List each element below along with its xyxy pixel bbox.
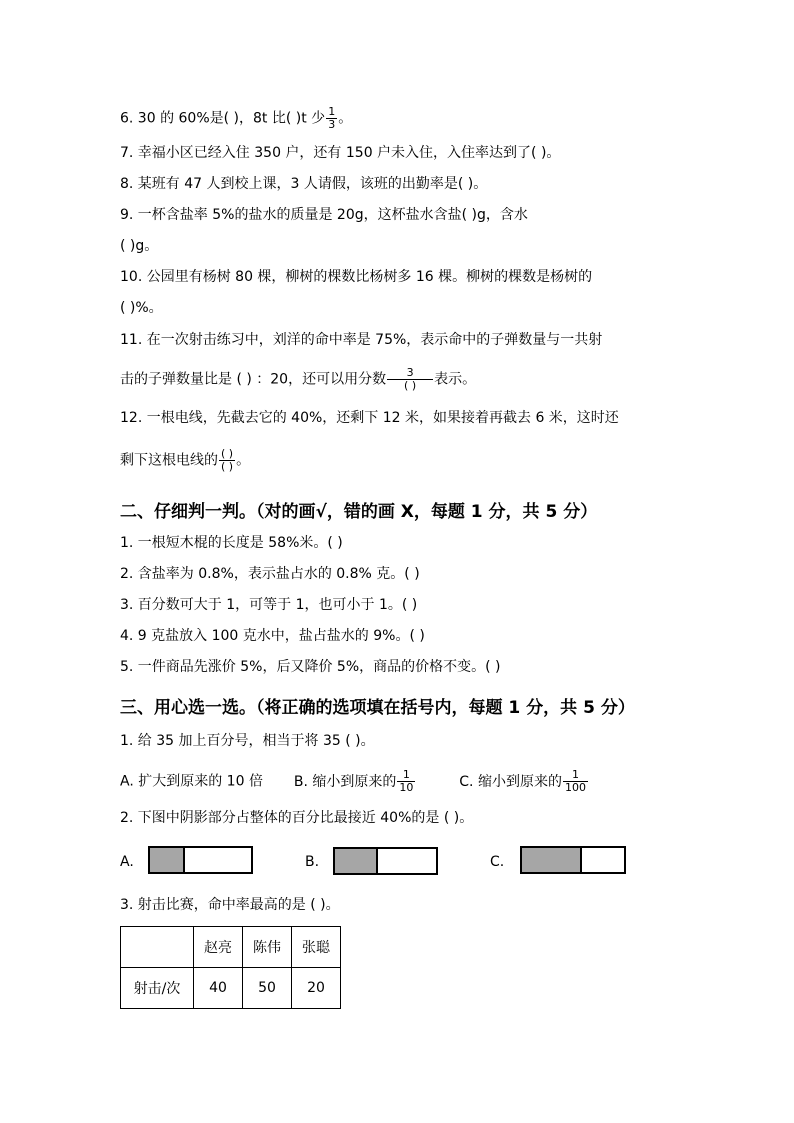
bar-option-b bbox=[333, 847, 438, 875]
bar-option-b-label: B. bbox=[305, 854, 320, 870]
question-9-line2: ( )g。 bbox=[120, 238, 159, 254]
bar-option-a-label: A. bbox=[120, 854, 134, 870]
question-6-text: 6. 30 的 60%是( )，8t 比( )t 少 bbox=[120, 110, 326, 127]
question-11-line1: 11. 在一次射击练习中，刘洋的命中率是 75%，表示命中的子弹数量与一共射 bbox=[120, 332, 603, 348]
bar-option-c-shade bbox=[522, 848, 582, 872]
question-11-line2: 击的子弹数量比是 ( ) ：20，还可以用分数 $\frac{3}{( )}$ 表示。 bbox=[120, 366, 477, 392]
section-2-heading: 二、仔细判一判。（对的画√，错的画 X，每题 1 分，共 5 分） bbox=[120, 502, 598, 522]
table-cell: 40 bbox=[194, 968, 243, 1009]
fraction-blank-over-blank: $\frac{( )}{( )}$ bbox=[221, 447, 234, 473]
question-11-text: 击的子弹数量比是 ( ) ：20，还可以用分数 bbox=[120, 371, 387, 388]
table-header-zhaoliang: 赵亮 bbox=[194, 927, 243, 968]
question-8: 8. 某班有 47 人到校上课，3 人请假，该班的出勤率是( )。 bbox=[120, 176, 488, 192]
choice-question-1: 1. 给 35 加上百分号，相当于将 35 ( )。 bbox=[120, 733, 375, 749]
judge-item-3: 3. 百分数可大于 1，可等于 1，也可小于 1。( ) bbox=[120, 597, 418, 613]
judge-item-2: 2. 含盐率为 0.8%，表示盐占水的 0.8% 克。( ) bbox=[120, 566, 420, 582]
choice-question-2: 2. 下图中阴影部分占整体的百分比最接近 40%的是 ( )。 bbox=[120, 810, 474, 826]
choice-question-3: 3. 射击比赛，命中率最高的是 ( )。 bbox=[120, 897, 340, 913]
section-3-heading: 三、用心选一选。（将正确的选项填在括号内，每题 1 分，共 5 分） bbox=[120, 698, 635, 718]
question-7: 7. 幸福小区已经入住 350 户，还有 150 户未入住，入住率达到了( )。 bbox=[120, 145, 561, 161]
table-header-zhangcong: 张聪 bbox=[292, 927, 341, 968]
judge-item-4: 4. 9 克盐放入 100 克水中，盐占盐水的 9%。( ) bbox=[120, 628, 425, 644]
fraction-one-tenth: $\frac{1}{10}$ bbox=[399, 768, 414, 794]
question-10-line1: 10. 公园里有杨树 80 棵，柳树的棵数比杨树多 16 棵。柳树的棵数是杨树的 bbox=[120, 269, 593, 285]
table-header-empty bbox=[121, 927, 194, 968]
judge-item-1: 1. 一根短木棍的长度是 58%米。( ) bbox=[120, 535, 343, 551]
question-12-line2: 剩下这根电线的 $\frac{( )}{( )}$ 。 bbox=[120, 447, 251, 473]
bar-option-a-shade bbox=[150, 848, 185, 872]
bar-option-a bbox=[148, 846, 253, 874]
bar-option-b-shade bbox=[335, 849, 378, 873]
table-header-chenwei: 陈伟 bbox=[243, 927, 292, 968]
question-12-line1: 12. 一根电线，先截去它的 40%，还剩下 12 米，如果接着再截去 6 米，这时还 bbox=[120, 410, 619, 426]
option-b: B. 缩小到原来的 $\frac{1}{10}$ bbox=[293, 768, 414, 794]
choice-question-1-options bbox=[120, 769, 589, 794]
question-12-text: 剩下这根电线的 bbox=[120, 452, 218, 469]
question-6: 6. 30 的 60%是( )，8t 比( )t 少 $\frac{1}{3}$ 。 bbox=[120, 105, 353, 131]
fraction-one-third: $\frac{1}{3}$ bbox=[328, 105, 336, 131]
judge-item-5: 5. 一件商品先涨价 5%，后又降价 5%，商品的价格不变。( ) bbox=[120, 659, 501, 675]
table-row-label: 射击/次 bbox=[121, 968, 194, 1009]
table-cell: 50 bbox=[243, 968, 292, 1009]
fraction-one-hundredth: $\frac{1}{100}$ bbox=[564, 768, 586, 794]
fraction-three-over-blank: $\frac{3}{( )}$ bbox=[387, 367, 433, 392]
bar-option-c-label: C. bbox=[490, 854, 505, 870]
bar-option-c bbox=[520, 846, 626, 874]
question-10-line2: ( )%。 bbox=[120, 300, 163, 316]
option-c: C. 缩小到原来的 $\frac{1}{100}$ bbox=[459, 768, 586, 794]
question-9-line1: 9. 一杯含盐率 5%的盐水的质量是 20g，这杯盐水含盐( )g，含水 bbox=[120, 207, 528, 223]
shooting-table bbox=[120, 926, 341, 1009]
option-a: A. 扩大到原来的 10 倍 bbox=[120, 773, 263, 790]
table-cell: 20 bbox=[292, 968, 341, 1009]
